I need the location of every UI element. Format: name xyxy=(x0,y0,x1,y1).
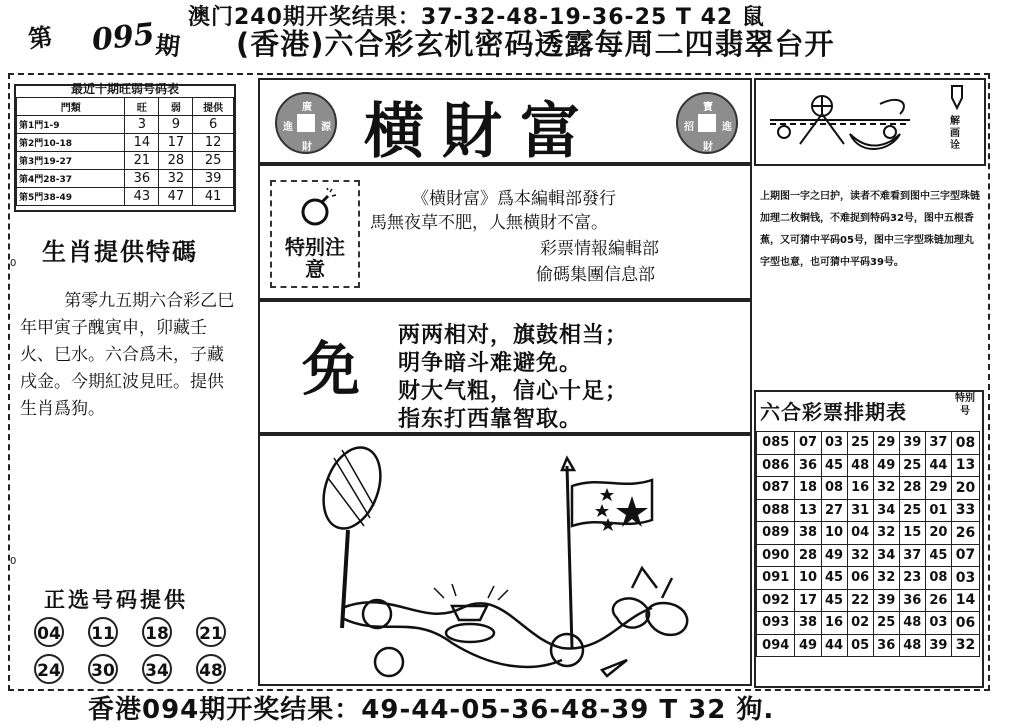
issue-cell: 094 xyxy=(757,634,795,657)
table-cell: 47 xyxy=(159,188,193,206)
table-cell: 21 xyxy=(125,152,159,170)
table-cell: 28 xyxy=(899,477,925,500)
special-cell: 20 xyxy=(951,477,979,500)
table-cell: 22 xyxy=(847,589,873,612)
hint-caption: 解画诠 xyxy=(950,116,960,151)
stats-header-row xyxy=(17,98,234,116)
table-cell: 36 xyxy=(899,589,925,612)
special-cell: 03 xyxy=(951,567,979,590)
table-cell: 28 xyxy=(795,544,821,567)
table-cell: 08 xyxy=(821,477,847,500)
hongkong-result-footer: 香港094期开奖结果：49-44-05-36-48-39 T 32 狗. xyxy=(88,695,775,725)
table-cell: 13 xyxy=(795,499,821,522)
table-cell: 18 xyxy=(795,477,821,500)
table-row xyxy=(757,612,980,635)
table-cell: 02 xyxy=(847,612,873,635)
pick-number: 21 xyxy=(196,617,226,647)
table-cell: 03 xyxy=(821,432,847,455)
table-cell: 25 xyxy=(873,612,899,635)
page-title: 横財富 xyxy=(364,97,598,167)
notice-line: 馬無夜草不肥，人無横財不富。 xyxy=(370,213,608,233)
table-cell: 07 xyxy=(795,432,821,455)
table-cell: 10 xyxy=(795,567,821,590)
macau-result-header: 澳门240期开奖结果：37-32-48-19-36-25 T 42 鼠 xyxy=(188,5,765,30)
issue-cell: 090 xyxy=(757,544,795,567)
table-row xyxy=(17,152,234,170)
pick-number: 24 xyxy=(34,654,64,684)
table-cell: 29 xyxy=(873,432,899,455)
table-row xyxy=(757,477,980,500)
table-row xyxy=(757,499,980,522)
issue-cell: 088 xyxy=(757,499,795,522)
row-label: 第1門1-9 xyxy=(17,116,125,134)
issue-number: 095 xyxy=(90,16,157,59)
table-cell: 04 xyxy=(847,522,873,545)
pick-number: 48 xyxy=(196,654,226,684)
stats-header-cell: 弱 xyxy=(159,98,193,116)
table-cell: 32 xyxy=(873,522,899,545)
table-cell: 49 xyxy=(795,634,821,657)
table-row xyxy=(757,589,980,612)
table-row xyxy=(17,134,234,152)
issue-cell: 086 xyxy=(757,454,795,477)
pick-number: 04 xyxy=(34,617,64,647)
coin-char: 廣 xyxy=(302,102,312,113)
table-cell: 9 xyxy=(159,116,193,134)
poem-char: 免 xyxy=(302,335,361,403)
stats-header-cell: 提供 xyxy=(193,98,234,116)
coin-char: 源 xyxy=(321,122,331,133)
table-row xyxy=(17,116,234,134)
issue-cell: 087 xyxy=(757,477,795,500)
row-label: 第3門19-27 xyxy=(17,152,125,170)
notice-line: 彩票情報編輯部 xyxy=(540,239,659,259)
table-cell: 23 xyxy=(899,567,925,590)
poem-line: 财大气粗，信心十足； xyxy=(398,379,629,404)
notice-label: 特别注意 xyxy=(285,235,345,281)
table-cell: 44 xyxy=(821,634,847,657)
table-cell: 31 xyxy=(847,499,873,522)
stats-table xyxy=(16,97,234,206)
issue-cell: 093 xyxy=(757,612,795,635)
table-cell: 05 xyxy=(847,634,873,657)
table-cell: 32 xyxy=(159,170,193,188)
table-cell: 17 xyxy=(159,134,193,152)
table-cell: 48 xyxy=(899,612,925,635)
table-cell: 32 xyxy=(847,544,873,567)
special-number-label: 特别号 xyxy=(955,393,975,417)
table-cell: 45 xyxy=(821,454,847,477)
table-cell: 49 xyxy=(873,454,899,477)
zodiac-title: 生肖提供特碼 xyxy=(42,238,198,266)
table-cell: 39 xyxy=(925,634,951,657)
table-cell: 36 xyxy=(125,170,159,188)
table-cell: 25 xyxy=(899,499,925,522)
notice-line: 《横財富》爲本編輯部發行 xyxy=(412,189,616,209)
row-label: 第4門28-37 xyxy=(17,170,125,188)
table-cell: 08 xyxy=(925,567,951,590)
special-cell: 32 xyxy=(951,634,979,657)
notice-line: 偷碼集團信息部 xyxy=(536,265,655,285)
table-cell: 28 xyxy=(159,152,193,170)
coin-char: 進 xyxy=(283,122,293,133)
poem-line: 指东打西靠智取。 xyxy=(398,407,583,432)
table-row xyxy=(17,170,234,188)
zodiac-text: 第零九五期六合彩乙巳年甲寅子醜寅申，卯藏壬火、巳水。六合爲未，子藏戌金。今期紅波見旺。提供生肖爲狗。 xyxy=(20,291,235,419)
special-cell: 14 xyxy=(951,589,979,612)
stats-header-cell: 旺 xyxy=(125,98,159,116)
poem-line: 明争暗斗难避免。 xyxy=(398,351,583,376)
table-cell: 32 xyxy=(873,477,899,500)
special-cell: 06 xyxy=(951,612,979,635)
puzzle-illustration xyxy=(262,438,748,682)
table-cell: 25 xyxy=(899,454,925,477)
table-cell: 36 xyxy=(795,454,821,477)
table-cell: 12 xyxy=(193,134,234,152)
issue-prefix: 第 xyxy=(26,22,55,54)
bomb-icon xyxy=(298,188,338,228)
table-cell: 34 xyxy=(873,544,899,567)
issue-cell: 092 xyxy=(757,589,795,612)
stats-header-cell: 門類 xyxy=(17,98,125,116)
table-cell: 45 xyxy=(925,544,951,567)
table-cell: 49 xyxy=(821,544,847,567)
table-cell: 10 xyxy=(821,522,847,545)
table-row xyxy=(757,432,980,455)
table-cell: 17 xyxy=(795,589,821,612)
schedule-table-title: 六合彩票排期表 xyxy=(760,400,907,424)
special-cell: 07 xyxy=(951,544,979,567)
poem-line: 两两相对，旗鼓相当； xyxy=(398,323,629,348)
table-row xyxy=(17,188,234,206)
schedule-table xyxy=(756,431,980,657)
table-row xyxy=(757,544,980,567)
hint-text: 上期图一字之曰护，读者不难看到图中三字型珠链加理二枚铜钱，不难捉到特码32号，图中五根香蕉，又可猜中平码05号，图中三字型珠链加理丸字型也意，也可猜中平码39号。 xyxy=(760,191,980,268)
special-cell: 08 xyxy=(951,432,979,455)
table-cell: 39 xyxy=(193,170,234,188)
table-cell: 39 xyxy=(899,432,925,455)
table-row xyxy=(757,522,980,545)
issue-cell: 091 xyxy=(757,567,795,590)
table-cell: 20 xyxy=(925,522,951,545)
table-cell: 26 xyxy=(925,589,951,612)
coin-char: 財 xyxy=(703,142,713,153)
pick-number: 18 xyxy=(142,617,172,647)
coin-char: 寶 xyxy=(703,102,713,113)
pick-number: 30 xyxy=(88,654,118,684)
hint-illustration xyxy=(760,84,940,160)
table-cell: 48 xyxy=(847,454,873,477)
table-cell: 36 xyxy=(873,634,899,657)
special-cell: 26 xyxy=(951,522,979,545)
table-row xyxy=(757,634,980,657)
pointing-hand-icon xyxy=(946,84,968,110)
table-cell: 44 xyxy=(925,454,951,477)
coin-char: 進 xyxy=(722,122,732,133)
table-cell: 01 xyxy=(925,499,951,522)
table-row xyxy=(757,567,980,590)
table-cell: 25 xyxy=(193,152,234,170)
table-cell: 45 xyxy=(821,567,847,590)
coin-char: 招 xyxy=(684,122,694,133)
special-cell: 13 xyxy=(951,454,979,477)
table-cell: 14 xyxy=(125,134,159,152)
table-cell: 45 xyxy=(821,589,847,612)
margin-mark: 0 xyxy=(10,556,17,567)
table-cell: 38 xyxy=(795,612,821,635)
row-label: 第2門10-18 xyxy=(17,134,125,152)
issue-suffix: 期 xyxy=(154,30,182,62)
table-cell: 48 xyxy=(899,634,925,657)
table-cell: 16 xyxy=(847,477,873,500)
row-label: 第5門38-49 xyxy=(17,188,125,206)
table-cell: 29 xyxy=(925,477,951,500)
table-cell: 34 xyxy=(873,499,899,522)
table-cell: 06 xyxy=(847,567,873,590)
pick-number: 34 xyxy=(142,654,172,684)
table-row xyxy=(757,454,980,477)
table-cell: 43 xyxy=(125,188,159,206)
coin-char: 財 xyxy=(302,142,312,153)
table-cell: 25 xyxy=(847,432,873,455)
coin-left-icon xyxy=(275,92,337,154)
picks-title: 正选号码提供 xyxy=(44,588,188,612)
table-cell: 3 xyxy=(125,116,159,134)
margin-mark: 0 xyxy=(10,258,17,269)
table-cell: 38 xyxy=(795,522,821,545)
table-cell: 6 xyxy=(193,116,234,134)
coin-right-icon xyxy=(676,92,738,154)
table-cell: 37 xyxy=(899,544,925,567)
table-cell: 03 xyxy=(925,612,951,635)
table-cell: 15 xyxy=(899,522,925,545)
pick-number: 11 xyxy=(88,617,118,647)
page-subtitle: (香港)六合彩玄机密码透露每周二四翡翠台开 xyxy=(236,27,835,61)
table-cell: 16 xyxy=(821,612,847,635)
table-cell: 27 xyxy=(821,499,847,522)
table-cell: 32 xyxy=(873,567,899,590)
table-cell: 41 xyxy=(193,188,234,206)
issue-cell: 085 xyxy=(757,432,795,455)
issue-cell: 089 xyxy=(757,522,795,545)
special-cell: 33 xyxy=(951,499,979,522)
table-cell: 37 xyxy=(925,432,951,455)
stats-table-title: 最近十期旺弱号码表 xyxy=(70,82,179,96)
table-cell: 39 xyxy=(873,589,899,612)
